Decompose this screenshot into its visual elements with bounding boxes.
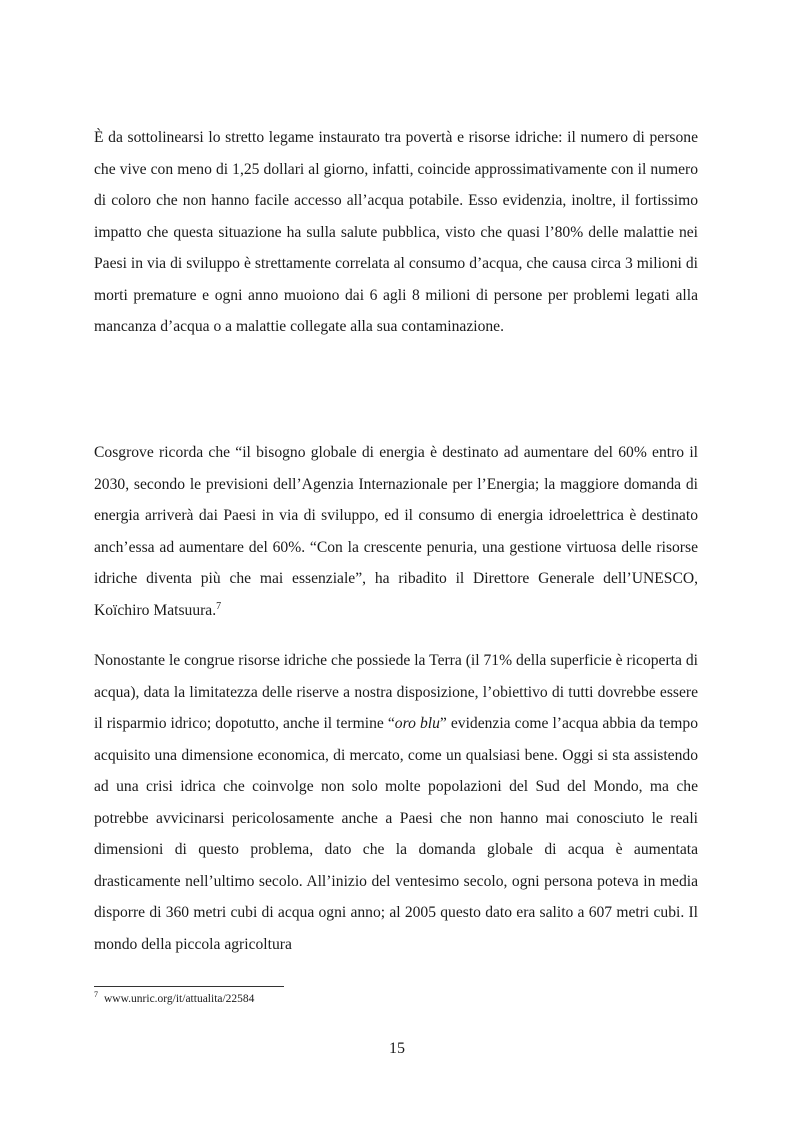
footnote — [94, 992, 254, 1006]
paragraph-cosgrove-text: Cosgrove ricorda che “il bisogno globale di energia è destinato ad aumentare del 60% entro il 2030, secondo le previsioni dell’Agenzia Internazionale per l’Energia; la maggiore domanda di energia arriverà dai Paesi in via di sviluppo, ed il consumo di energia idroelettrica è destinato anch’essa ad aumentare del 60%. “Con la crescente penuria, una gestione virtuosa delle risorse idriche diventa più che mai essenziale”, ha ribadito il Direttore Generale dell’UNESCO, Koïchiro Matsuura. — [94, 444, 698, 619]
footnote-link-text: www.unric.org/it/attualita/22584 — [104, 993, 255, 1005]
paragraph-blue-gold-text-end: ” evidenzia come l’acqua abbia da tempo acquisito una dimensione economica, di mercato, come un qualsiasi bene. Oggi si sta assistendo ad una crisi idrica che coinvolge non solo molte popolazioni del Sud del Mondo, ma che potrebbe avvicinarsi pericolosamente anche a Paesi che non hanno mai conosciuto le reali dimensioni di questo problema, dato che la domanda globale di acqua è aumentata drasticamente nell’ultimo secolo. All’inizio del ventesimo secolo, ogni persona poteva in media disporre di 360 metri cubi di acqua ogni anno; al 2005 questo dato era salito a 607 metri cubi. Il mondo della piccola agricoltura — [94, 715, 699, 953]
paragraph-blue-gold-text-start: Nonostante le congrue risorse idriche che possiede la Terra (il 71% della superficie è ricoperta di acqua), data la limitatezza delle riserve a nostra disposizione, l’obiettivo di tutti dovrebbe essere il risparmio idrico; dopotutto, anche il termine “ — [94, 652, 698, 732]
paragraph-poverty-water: È da sottolinearsi lo stretto legame instaurato tra povertà e risorse idriche: il numero di persone che vive con meno di 1,25 dollari al giorno, infatti, coincide approssimativamente con il numero di coloro che non hanno facile accesso all’acqua potabile. Esso evidenzia, inoltre, il fortissimo impatto che questa situazione ha sulla salute pubblica, visto che quasi l’80% delle malattie nei Paesi in via di sviluppo è strettamente correlata al consumo d’acqua, che causa circa 3 milioni di morti premature e ogni anno muoiono dai 6 agli 8 milioni di persone per problemi legati alla mancanza d’acqua o a malattie collegate alla sua contaminazione. — [94, 129, 698, 335]
paragraph-blue-gold — [94, 645, 698, 960]
page-number: 15 — [389, 1040, 405, 1057]
footnote-number: 7 — [94, 990, 98, 1000]
footnote-reference: 7 — [216, 600, 222, 612]
italic-term-oro-blu: oro blu — [394, 715, 440, 732]
paragraph-cosgrove-quote — [94, 437, 698, 626]
footnote-divider — [94, 986, 284, 987]
